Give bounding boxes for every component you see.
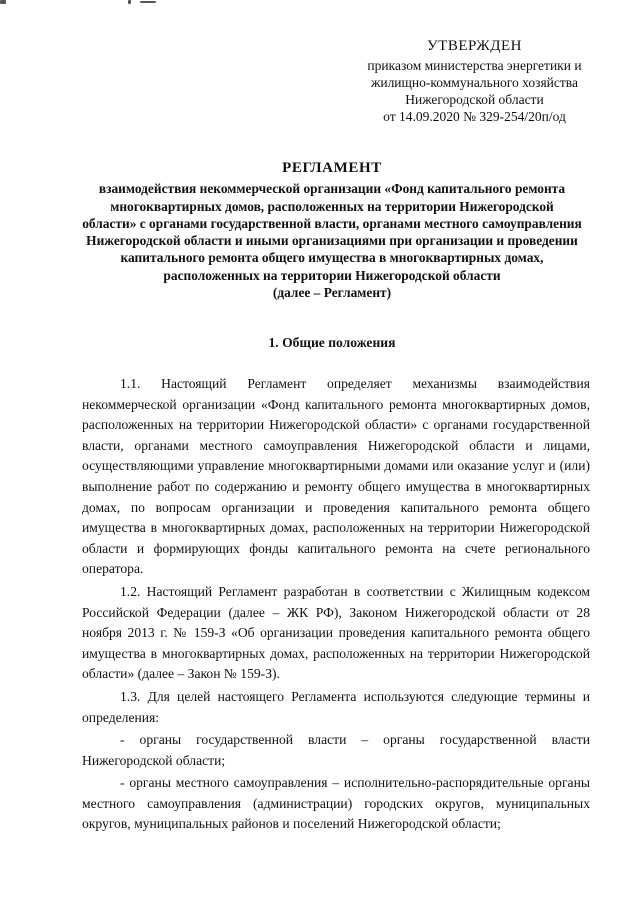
scan-artifact <box>0 0 6 4</box>
section-heading: 1. Общие положения <box>268 335 396 350</box>
approval-line: жилищно-коммунального хозяйства <box>371 75 578 90</box>
scan-artifact <box>140 1 156 3</box>
paragraph-1-2: 1.2. Настоящий Регламент разработан в соответствии с Жилищным кодексом Российской Федерации (далее – ЖК РФ), Законом Нижегородской области от 28 ноября 2013 г. № 159-З «Об организации проведения капитального ремонта общего имущества в многоквартирных домах, расположенных на территории Нижегородской области» (далее – Закон № 159-З). <box>82 583 590 682</box>
approval-stamp-block <box>347 38 602 125</box>
document-short-name: (далее – Регламент) <box>272 285 392 301</box>
approval-heading: УТВЕРЖДЕН <box>427 38 522 54</box>
section-body <box>82 374 590 835</box>
definition-item: - органы местного самоуправления – исполнительно-распорядительные органы местного самоуправления (администрации) городских округов, муниципальных округов, муниципальных районов и поселений Нижегородской области; <box>82 775 590 832</box>
approval-date-number: от 14.09.2020 № 329-254/20п/од <box>383 109 566 124</box>
approval-line: приказом министерства энергетики и <box>367 58 582 73</box>
approval-line: Нижегородской области <box>405 92 544 107</box>
definition-item: - органы государственной власти – органы государственной власти Нижегородской области; <box>82 732 590 768</box>
paragraph-1-1: 1.1. Настоящий Регламент определяет механизмы взаимодействия некоммерческой организации «Фонд капитального ремонта многоквартирных домов, расположенных на территории Нижегородской области» с органами государственной власти, органами местного самоуправления Нижегородской области и лицами, осуществляющими управление многоквартирными домами или оказание услуг и (или) выполнение работ по содержанию и ремонту общего имущества в многоквартирных домах, по вопросам организации и проведения капитального ремонта общего имущества в многоквартирных домах, расположенных на территории Нижегородской области и формирующих фонды капитального ремонта на счете регионального оператора. <box>82 376 590 577</box>
document-title: РЕГЛАМЕНТ <box>282 160 382 176</box>
document-subtitle: взаимодействия некоммерческой организации «Фонд капитального ремонта многоквартирных домов, расположенных на территории Нижегородской области» с органами государственной власти, органами местного самоуправления Нижегородской области и иными организациями при организации и проведении капитального ремонта общего имущества в многоквартирных домах, расположенных на территории Нижегородской области <box>82 181 582 283</box>
scan-artifact <box>128 0 131 4</box>
document-title-block <box>82 160 582 301</box>
paragraph-1-3: 1.3. Для целей настоящего Регламента используются следующие термины и определения: <box>82 688 590 725</box>
